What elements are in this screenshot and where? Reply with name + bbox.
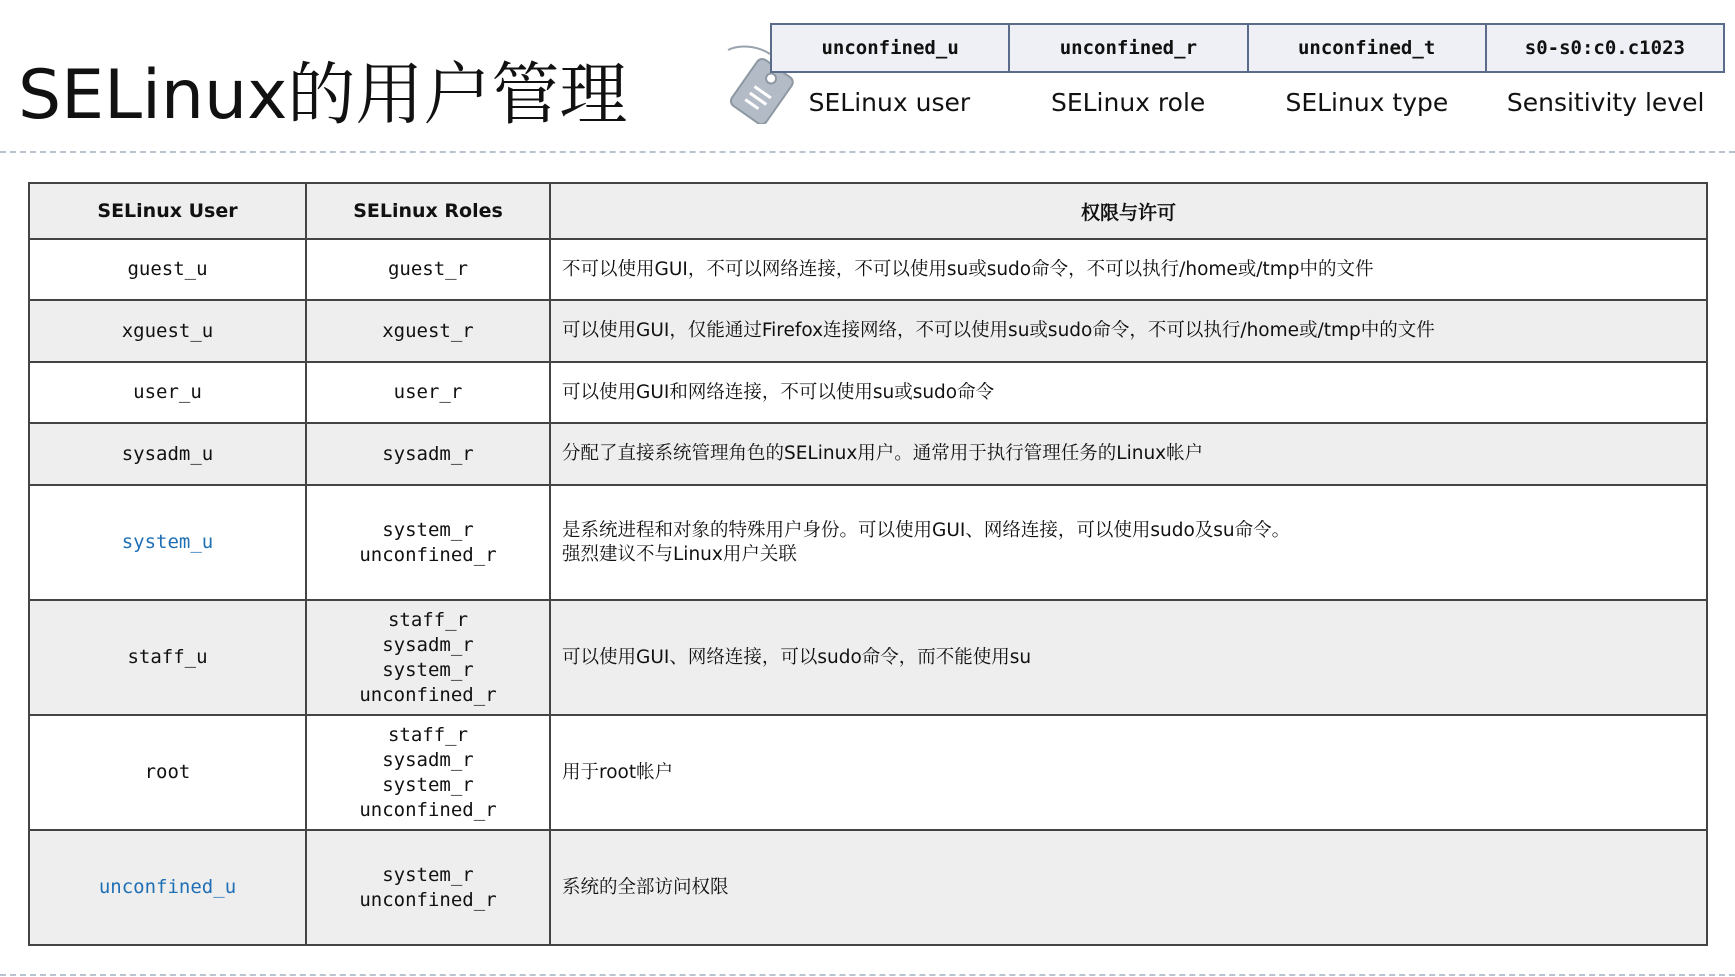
table-row — [29, 830, 1707, 945]
desc-cell — [550, 423, 1707, 485]
user-cell: user_u — [29, 362, 306, 423]
desc-line: 强烈建议不与Linux用户关联 — [562, 543, 797, 565]
context-level-label: Sensitivity level — [1506, 88, 1705, 117]
context-role-value: unconfined_r — [1010, 25, 1248, 71]
role-item: sysadm_r — [382, 748, 474, 771]
roles-cell — [306, 362, 550, 423]
roles-cell — [306, 830, 550, 945]
selinux-user-table — [28, 182, 1708, 946]
user-cell: guest_u — [29, 239, 306, 300]
desc-line: 可以使用GUI，仅能通过Firefox连接网络，不可以使用su或sudo命令，不可以执行/home或/tmp中的文件 — [562, 320, 1435, 341]
role-item: user_r — [393, 381, 463, 403]
roles-cell — [306, 300, 550, 362]
roles-cell — [306, 485, 550, 600]
context-type-value: unconfined_t — [1249, 25, 1487, 71]
desc-line: 不可以使用GUI，不可以网络连接，不可以使用su或sudo命令，不可以执行/home或/tmp中的文件 — [562, 258, 1374, 280]
desc-cell — [550, 485, 1707, 600]
desc-cell — [550, 715, 1707, 830]
user-cell: xguest_u — [29, 300, 306, 362]
desc-line: 可以使用GUI、网络连接，可以sudo命令，而不能使用su — [562, 646, 1032, 668]
table-header-row — [29, 183, 1707, 239]
role-item: sysadm_r — [382, 442, 474, 465]
roles-cell — [306, 600, 550, 715]
header-permissions: 权限与许可 — [550, 183, 1707, 239]
desc-cell — [550, 239, 1707, 300]
desc-cell — [550, 362, 1707, 423]
role-item: unconfined_r — [359, 888, 497, 911]
desc-line: 可以使用GUI和网络连接，不可以使用su或sudo命令 — [562, 381, 995, 403]
roles-cell — [306, 715, 550, 830]
role-item: sysadm_r — [382, 633, 474, 656]
desc-cell — [550, 300, 1707, 362]
user-cell: staff_u — [29, 600, 306, 715]
desc-line: 用于root帐户 — [562, 761, 674, 783]
desc-line: 分配了直接系统管理角色的SELinux用户。通常用于执行管理任务的Linux帐户 — [562, 443, 1204, 464]
table-row — [29, 715, 1707, 830]
user-cell: unconfined_u — [29, 830, 306, 945]
role-item: guest_r — [387, 258, 469, 280]
role-item: xguest_r — [382, 319, 474, 342]
context-user-value: unconfined_u — [772, 25, 1010, 71]
roles-cell — [306, 423, 550, 485]
desc-cell — [550, 600, 1707, 715]
table-row — [29, 362, 1707, 423]
user-cell: root — [29, 715, 306, 830]
table-row — [29, 239, 1707, 300]
header-selinux-user: SELinux User — [29, 183, 306, 239]
role-item: system_r — [382, 658, 474, 681]
context-user-label: SELinux user — [808, 88, 971, 117]
table-row — [29, 300, 1707, 362]
table-row — [29, 600, 1707, 715]
security-context-labels — [770, 88, 1725, 117]
user-cell: system_u — [29, 485, 306, 600]
role-item: unconfined_r — [359, 543, 497, 566]
user-cell: sysadm_u — [29, 423, 306, 485]
header-selinux-roles: SELinux Roles — [306, 183, 550, 239]
role-item: unconfined_r — [359, 683, 497, 706]
context-role-label: SELinux role — [1050, 88, 1206, 117]
desc-line: 是系统进程和对象的特殊用户身份。可以使用GUI、网络连接，可以使用sudo及su命令。 — [562, 519, 1291, 541]
security-context-box — [770, 23, 1725, 73]
role-item: system_r — [382, 863, 474, 886]
bottom-divider — [0, 974, 1735, 976]
roles-cell — [306, 239, 550, 300]
role-item: staff_r — [387, 723, 469, 746]
context-type-label: SELinux type — [1285, 88, 1449, 117]
desc-cell — [550, 830, 1707, 945]
context-level-value: s0-s0:c0.c1023 — [1487, 25, 1723, 71]
role-item: system_r — [382, 773, 474, 796]
role-item: system_r — [382, 518, 474, 541]
desc-line: 系统的全部访问权限 — [562, 876, 729, 898]
role-item: unconfined_r — [359, 798, 497, 821]
table-row — [29, 423, 1707, 485]
page-title: SELinux的用户管理 — [18, 56, 628, 135]
table-row — [29, 485, 1707, 600]
role-item: staff_r — [387, 608, 469, 631]
top-divider — [0, 151, 1735, 153]
